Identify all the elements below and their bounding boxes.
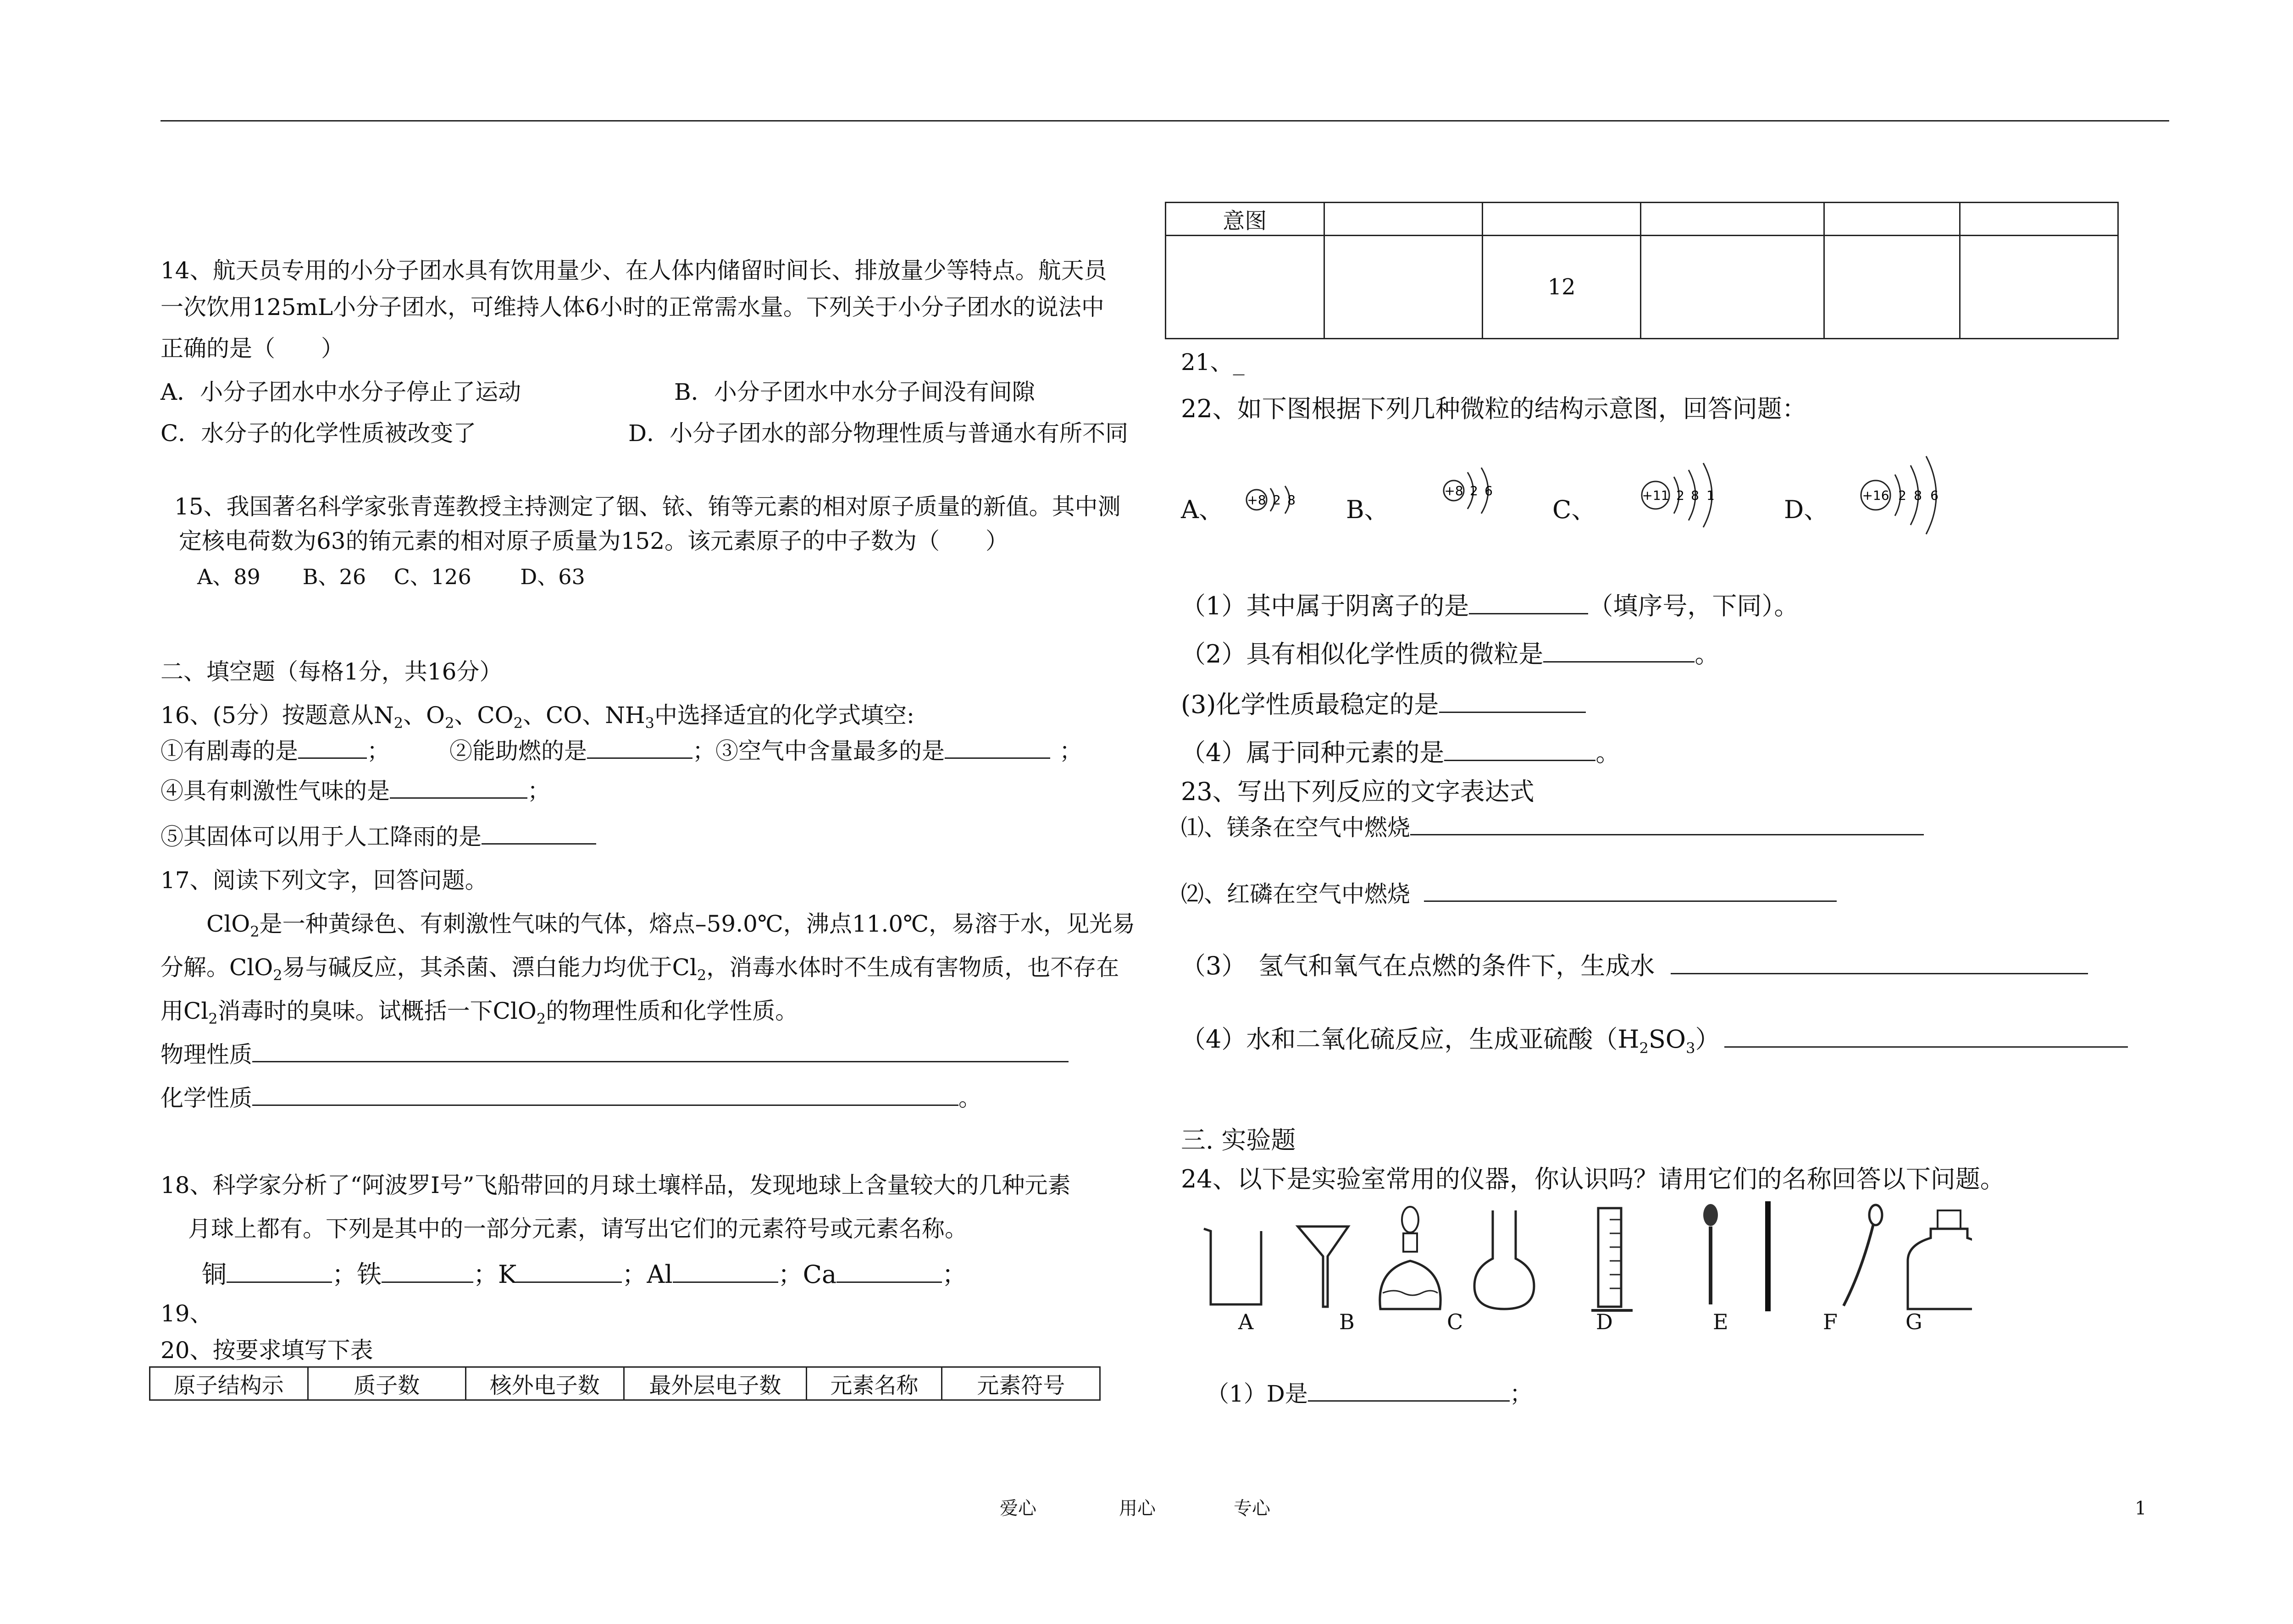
section2-title: 二、填空题（每格1分，共16分） (161, 658, 503, 685)
footer-text-3: 专心 (1234, 1498, 1270, 1519)
q22-text: (3)化学性质最稳定的是 (1181, 690, 1439, 719)
table-header-cell: 原子结构示 (150, 1367, 308, 1400)
q23-text: ） (1695, 1025, 1720, 1054)
q22-text: （2）具有相似化学性质的微粒是 (1181, 640, 1544, 668)
q17-text: 消毒时的臭味。试概括一下ClO (217, 998, 537, 1024)
answer-blank[interactable] (1671, 972, 2088, 974)
answer-blank[interactable] (836, 1281, 942, 1283)
q16-item-3: ③空气中含量最多的是 (715, 738, 945, 764)
answer-blank[interactable] (298, 757, 367, 759)
q17-head: 17、阅读下列文字，回答问题。 (161, 867, 488, 894)
table-header-cell: 质子数 (308, 1367, 466, 1400)
q16-head (161, 702, 914, 737)
atom-diagram-d (1853, 454, 1990, 541)
answer-blank[interactable] (390, 797, 527, 799)
q16-item-1: ①有剧毒的是 (161, 738, 298, 764)
sub: 2 (697, 967, 707, 984)
element-label: ；Al (622, 1260, 673, 1289)
semicolon: ； (692, 738, 715, 764)
funnel-icon (1298, 1226, 1348, 1307)
shell-count: 8 (1914, 488, 1922, 503)
reagent-bottle-icon (1908, 1210, 1972, 1309)
table-cell[interactable] (1166, 236, 1324, 339)
sub: 2 (513, 714, 523, 732)
answer-blank[interactable] (382, 1281, 473, 1283)
flask-icon (1474, 1210, 1534, 1309)
nucleus-label: +8 (1444, 483, 1463, 498)
q22-sub1 (1181, 591, 1799, 621)
semicolon: ； (367, 738, 390, 764)
q14-option-c: C．水分子的化学性质被改变了 (161, 420, 476, 447)
instrument-label-c: C (1447, 1309, 1463, 1334)
q14-line3: 正确的是（ ） (161, 335, 344, 362)
q23-r4 (1181, 1025, 2128, 1063)
q22-text: （1）其中属于阴离子的是 (1181, 591, 1469, 620)
q23-text: （4）水和二氧化硫反应，生成亚硫酸（H (1181, 1025, 1639, 1054)
table-header-cell: 元素名称 (807, 1367, 942, 1400)
q17-text: 用Cl (161, 998, 209, 1024)
q14-line2: 一次饮用125mL小分子团水，可维持人体6小时的正常需水量。下列关于小分子团水的说法中 (161, 294, 1104, 320)
instrument-label-d: D (1596, 1309, 1613, 1334)
q22-sub2 (1181, 640, 1719, 669)
semicolon: ； (1059, 738, 1082, 764)
table-cell-label: 意图 (1166, 203, 1324, 236)
q23-r1 (1181, 814, 1924, 841)
answer-blank[interactable] (227, 1281, 332, 1283)
answer-blank[interactable] (1469, 613, 1588, 614)
q24-text: ； (1509, 1381, 1533, 1407)
sub: 2 (208, 1010, 218, 1027)
q16-head-text: 中选择适宜的化学式填空: (654, 702, 914, 729)
sub: 2 (250, 923, 260, 940)
answer-blank[interactable] (252, 1104, 958, 1106)
atom-diagram-c (1633, 458, 1770, 536)
table-cell[interactable] (1960, 236, 2118, 339)
q18-elements (202, 1260, 967, 1289)
q22-label-a: A、 (1181, 495, 1224, 524)
table-cell[interactable] (1324, 236, 1482, 339)
chemical-label: 化学性质 (161, 1085, 252, 1111)
q16-head-text: 、CO (454, 702, 514, 729)
sub: 2 (393, 714, 404, 732)
answer-blank[interactable] (1410, 834, 1924, 835)
q23-text: ⑴、镁条在空气中燃烧 (1181, 814, 1410, 841)
footer-text-2: 用心 (1119, 1498, 1156, 1519)
q23-text: （3） 氢气和氧气在点燃的条件下，生成水 (1181, 951, 1655, 980)
table-header-cell: 最外层电子数 (624, 1367, 807, 1400)
q17-text: ，消毒水体时不生成有害物质，也不存在 (706, 954, 1119, 981)
answer-blank[interactable] (1424, 900, 1837, 902)
page-number: 1 (2135, 1498, 2147, 1519)
q22-text: （4）属于同种元素的是 (1181, 738, 1445, 767)
q23-text: ⑵、红磷在空气中燃烧 (1181, 881, 1410, 907)
physical-label: 物理性质 (161, 1041, 252, 1068)
q22-head: 22、如下图根据下列几种微粒的结构示意图，回答问题： (1181, 394, 1807, 423)
q22-sub4 (1181, 738, 1620, 768)
alcohol-lamp-icon (1380, 1207, 1440, 1309)
atom-diagram-a (1238, 472, 1357, 527)
footer-text-1: 爱心 (1000, 1498, 1036, 1519)
q20: 20、按要求填写下表 (161, 1337, 373, 1364)
table-cell[interactable] (1324, 203, 1482, 236)
q23-text: SO (1648, 1025, 1686, 1054)
q22-label-c: C、 (1552, 495, 1596, 524)
shell-count: 1 (1706, 488, 1715, 503)
q15-line2: 定核电荷数为63的铕元素的相对原子质量为152。该元素原子的中子数为（ ） (179, 528, 1009, 554)
q17-para-line3 (161, 997, 798, 1033)
q23-r2 (1181, 880, 1837, 908)
q16-head-text: 、CO、NH (523, 702, 645, 729)
q23-head: 23、写出下列反应的文字表达式 (1181, 777, 1534, 806)
sub: 2 (1639, 1039, 1649, 1057)
answer-blank[interactable] (1724, 1046, 2128, 1048)
answer-blank[interactable] (252, 1061, 1069, 1062)
semicolon: ； (527, 778, 550, 804)
lab-instruments (1192, 1201, 1972, 1320)
sub: 2 (445, 714, 454, 732)
q18-line2: 月球上都有。下列是其中的一部分元素，请写出它们的元素符号或元素名称。 (188, 1215, 968, 1242)
header-rule (161, 120, 2169, 122)
answer-blank[interactable] (516, 1281, 622, 1283)
element-label: ； (942, 1260, 967, 1289)
q24-text: （1）D是 (1206, 1381, 1308, 1407)
element-label: ；Ca (778, 1260, 837, 1289)
q15-line1: 15、我国著名科学家张青莲教授主持测定了铟、铱、铕等元素的相对原子质量的新值。其中测 (174, 493, 1121, 520)
beaker-icon (1204, 1229, 1261, 1304)
sub: 3 (1686, 1039, 1695, 1057)
q20-table-header (149, 1366, 1101, 1401)
answer-blank[interactable] (1308, 1400, 1510, 1402)
instrument-label-e: E (1713, 1309, 1728, 1334)
q21: 21、_ (1181, 349, 1245, 376)
q16-row2 (161, 777, 550, 805)
q16-row3 (161, 823, 596, 851)
shell-count: 2 (1470, 483, 1478, 498)
q17-text: 的物理性质和化学性质。 (546, 998, 798, 1024)
q17-text: ClO (206, 911, 250, 937)
spatula-icon (1844, 1205, 1882, 1306)
q22-label-d: D、 (1784, 495, 1829, 524)
q14-line1: 14、航天员专用的小分子团水具有饮用量少、在人体内储留时间长、排放量少等特点。航天员 (161, 257, 1107, 284)
q22-text: （填序号，下同）。 (1588, 591, 1799, 620)
answer-blank[interactable] (482, 843, 596, 845)
q14-option-d: D．小分子团水的部分物理性质与普通水有所不同 (628, 420, 1129, 447)
shell-count: 6 (1484, 483, 1493, 498)
shell-count: 8 (1691, 488, 1699, 503)
q17-physical (161, 1041, 1069, 1068)
element-label: ；K (473, 1260, 517, 1289)
table-header-cell: 元素符号 (942, 1367, 1100, 1400)
atom-diagram-b (1435, 458, 1555, 532)
nucleus-label: +16 (1862, 488, 1889, 503)
q14-option-b: B．小分子团水中水分子间没有间隙 (674, 379, 1035, 405)
q22-label-b: B、 (1346, 495, 1389, 524)
q20-table-continued (1165, 202, 2119, 339)
answer-blank[interactable] (1444, 759, 1595, 761)
q17-para-line2 (161, 954, 1119, 989)
q15-options: A、89 B、26 C、126 D、63 (197, 564, 585, 589)
instrument-label-g: G (1905, 1309, 1922, 1334)
nucleus-label: +8 (1247, 492, 1266, 508)
q22-sub3 (1181, 690, 1586, 719)
answer-blank[interactable] (945, 757, 1050, 759)
answer-blank[interactable] (1543, 661, 1695, 663)
nucleus-label: +11 (1642, 488, 1669, 503)
table-cell[interactable] (1824, 236, 1960, 339)
q24-sub1 (1206, 1380, 1533, 1408)
table-cell[interactable] (1960, 203, 2118, 236)
section3-title: 三. 实验题 (1181, 1126, 1296, 1154)
table-cell[interactable] (1641, 203, 1824, 236)
instrument-label-a: A (1238, 1309, 1254, 1334)
sub: 2 (273, 967, 282, 984)
shell-count: 8 (1287, 492, 1296, 508)
q17-text: 分解。ClO (161, 954, 273, 981)
instrument-label-b: B (1339, 1309, 1355, 1334)
q17-chemical (161, 1084, 981, 1112)
q17-text: 是一种黄绿色、有刺激性气味的气体，熔点–59.0℃，沸点11.0℃，易溶于水，见光易 (259, 911, 1135, 937)
period: 。 (958, 1085, 981, 1111)
instrument-label-f: F (1823, 1309, 1838, 1334)
q16-head-text: 16、(5分）按题意从N (161, 702, 394, 729)
table-cell[interactable] (1641, 236, 1824, 339)
q17-text: 易与碱反应，其杀菌、漂白能力均优于Cl (282, 954, 697, 981)
table-header-cell: 核外电子数 (466, 1367, 624, 1400)
table-cell[interactable] (1824, 203, 1960, 236)
q14-option-a: A．小分子团水中水分子停止了运动 (161, 379, 521, 405)
shell-count: 2 (1898, 488, 1906, 503)
q16-item-5: ⑤其固体可以用于人工降雨的是 (161, 823, 482, 850)
element-label: 铜 (202, 1260, 227, 1289)
q19: 19、 (161, 1300, 213, 1327)
q16-row1 (161, 737, 1082, 765)
shell-count: 6 (1930, 488, 1939, 503)
dropper-icon (1703, 1204, 1718, 1304)
answer-blank[interactable] (673, 1281, 778, 1283)
q16-item-2: ②能助燃的是 (449, 738, 587, 764)
q16-head-text: 、O (403, 702, 445, 729)
graduated-cylinder-icon (1591, 1208, 1633, 1310)
q17-para-line1 (206, 910, 1135, 945)
shell-count: 2 (1676, 488, 1684, 503)
q22-text: 。 (1695, 640, 1720, 668)
answer-blank[interactable] (587, 757, 692, 759)
q18-line1: 18、科学家分析了“阿波罗Ⅰ号”飞船带回的月球土壤样品，发现地球上含量较大的几种元素 (161, 1172, 1071, 1199)
element-label: ；铁 (332, 1260, 382, 1289)
table-cell[interactable] (1482, 203, 1641, 236)
q16-item-4: ④具有刺激性气味的是 (161, 778, 390, 804)
table-cell-value: 12 (1482, 236, 1641, 339)
sub: 3 (645, 714, 654, 732)
q24-head: 24、以下是实验室常用的仪器，你认识吗？请用它们的名称回答以下问题。 (1181, 1165, 2005, 1193)
sub: 2 (536, 1010, 546, 1027)
q23-r3 (1181, 951, 2088, 981)
q22-text: 。 (1595, 738, 1621, 767)
shell-count: 2 (1273, 492, 1281, 508)
answer-blank[interactable] (1439, 711, 1586, 713)
